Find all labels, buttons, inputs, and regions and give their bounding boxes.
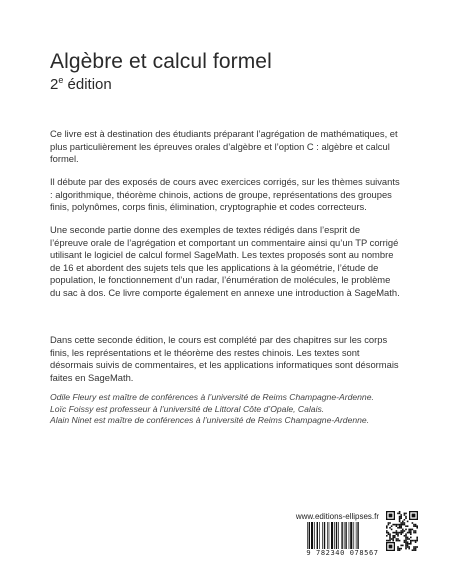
- author-bio-fleury: Odile Fleury est maître de conférences à l’université de Reims Champagne-Ardenne.: [50, 392, 374, 402]
- description-paragraph-3: Une seconde partie donne des exemples de textes rédigés dans l’esprit de l’épreuve orale de l’agrégation et comportant un commentaire ainsi qu’un TP corrigé utilisant le logiciel de calcul formel SageMath. Les textes proposés sont au nombre de 16 et abordent des sujets tels que les applications à la géométrie, l’étude de population, le fonctionnement d’un radar, l’énumération de molécules, le problème du sac à dos. Ce livre comporte également en annexe une introduction à SageMath.: [50, 224, 400, 298]
- publisher-website[interactable]: www.editions-ellipses.fr: [295, 512, 379, 521]
- description-paragraph-2: Il débute par des exposés de cours avec exercices corrigés, sur les thèmes suivants : algorithmique, théorème chinois, actions de groupe, représentations des groupes finis, polynômes, corps finis, élimination, cryptographie et codes correcteurs.: [50, 176, 400, 213]
- edition-number: 2: [50, 76, 59, 93]
- book-title: Algèbre et calcul formel: [50, 50, 272, 73]
- qr-code-icon: [385, 510, 419, 552]
- description-paragraph-1: Ce livre est à destination des étudiants préparant l’agrégation de mathématiques, et plus particulièrement les épreuves orales d’algèbre et l’option C : algèbre et calcul formel.: [50, 128, 398, 165]
- isbn-barcode: [305, 522, 380, 558]
- isbn-digits: 9 782340 078567: [306, 549, 379, 557]
- author-bios: [50, 392, 410, 427]
- edition-label: [50, 76, 112, 93]
- edition-suffix: e: [58, 75, 64, 85]
- barcode-icon: [305, 522, 380, 550]
- description-paragraph-4: Dans cette seconde édition, le cours est complété par des chapitres sur les corps finis, les représentations et le théorème des restes chinois. Les textes sont désormais suivis de commentaires, et les applications informatiques sont désormais faites en SageMath.: [50, 334, 399, 383]
- author-bio-ninet: Alain Ninet est maître de conférences à l’université de Reims Champagne-Ardenne.: [50, 415, 370, 426]
- edition-word: édition: [63, 76, 112, 93]
- author-bio-foissy: Loïc Foissy est professeur à l’université de Littoral Côte d’Opale, Calais.: [50, 403, 325, 414]
